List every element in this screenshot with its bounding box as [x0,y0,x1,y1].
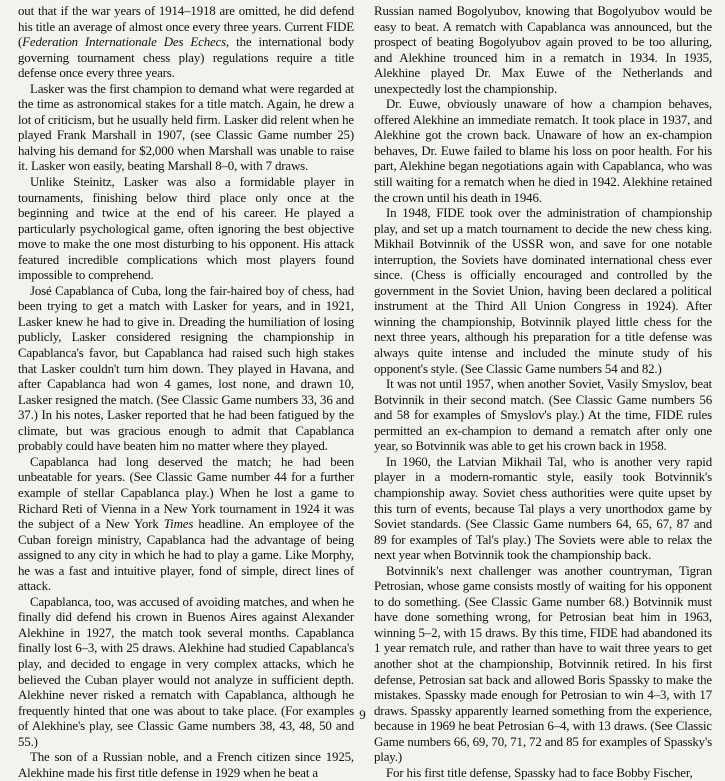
paragraph: In 1948, FIDE took over the administration of championship play, and set up a match tournament to decide the new chess king. Mikhail Botvinnik of the USSR won, and save for one notable interruption, the Soviets have dominated international chess ever since. (Chess is officially encouraged and controlled by the government in the Soviet Union, having been declared a political instrument at the Third All Union Congress in 1924). After winning the championship, Botvinnik played little chess for the next three years, although his preparation for a title defense was always quite intense and included the minute study of his opponent's style. (See Classic Game numbers 54 and 82.) [374,206,712,376]
paragraph: Dr. Euwe, obviously unaware of how a champion behaves, offered Alekhine an immediate rematch. It took place in 1937, and Alekhine got the crown back. Unaware of how an ex-champion behaves, Dr. Euwe failed to blame his loss on poor health. For his part, Alekhine began negotiations again with Capablanca, who was still waiting for a rematch when he died in 1942. Alekhine retained the crown until his death in 1946. [374,97,712,205]
paragraph: The son of a Russian noble, and a French citizen since 1925, Alekhine made his first title defense in 1929 when he beat a [18,750,354,780]
paragraph: Unlike Steinitz, Lasker was also a formidable player in tournaments, finishing below third place only once at the beginning and twice at the end of his career. He played a particularly psychological game, often ignoring the best objective move to make the one most disturbing to his opponent. His attack featured incredible complications which most players found impossible to comprehend. [18,175,354,283]
right-column [374,4,712,781]
paragraph: In 1960, the Latvian Mikhail Tal, who is another very rapid player in a modern-romantic style, easily took Botvinnik's championship away. Soviet chess authorities were quite upset by this turn of events, because Tal plays a very unorthodox game by Soviet standards. (See Classic Game numbers 64, 65, 67, 87 and 89 for examples of Tal's play.) The Soviets were able to relax the next year when Botvinnik took the championship back. [374,454,712,563]
italic-term: Times [163,517,194,532]
left-column [18,4,354,781]
paragraph: Botvinnik's next challenger was another countryman, Tigran Petrosian, whose game consists mostly of waiting for his opponent to do something. (See Classic Game number 68.) Botvinnik must have done something wrong, for Petrosian beat him in 1963, winning 5–2, with 15 draws. By this time, FIDE had abandoned its 1 year rematch rule, and rather than have to wait three years to get another shot at the championship, Botvinnik retired. In his first defense, Petrosian sat back and allowed Boris Spassky to make the mistakes. Spassky made enough for Petrosian to win 4–3, with 17 draws. Spassky apparently learned something from the experience, because in 1969 he beat Petrosian 6–4, with 13 draws. (See Classic Game numbers 66, 69, 70, 71, 72 and 85 for examples of Spassky's play.) [374,563,712,765]
paragraph: It was not until 1957, when another Soviet, Vasily Smyslov, beat Botvinnik in their second match. (See Classic Game numbers 56 and 58 for examples of Smyslov's play.) At the time, FIDE rules permitted an ex-champion to demand a rematch after only one year, so Botvinnik was able to get his crown back in 1958. [374,377,712,454]
paragraph: Capablanca had long deserved the match; he had been unbeatable for years. (See Classic Game number 44 for a further example of stellar Capablanca play.) When he lost a game to Richard Reti of Vienna in a New York tournament in 1924 it was the subject of a New York Times headline. An employee of the Cuban foreign ministry, Capablanca had the advantage of being assigned to any city in which he had to play a game. Like Morphy, he was a fast and intuitive player, fond of simple, direct lines of attack. [18,454,354,594]
paragraph: Capablanca, too, was accused of avoiding matches, and when he finally did defend his crown in Buenos Aires against Alexander Alekhine in 1927, the match took several months. Capablanca finally lost 6–3, with 25 draws. Alekhine had studied Capablanca's play, and decided to engage in very complex attacks, which he believed the Cuban player would not analyze in sufficient depth. Alekhine never risked a rematch with Capablanca, although he frequently hinted that one was about to take place. (For examples of Alekhine's play, see Classic Game numbers 38, 43, 48, 50 and 55.) [18,594,354,749]
paragraph: José Capablanca of Cuba, long the fair-haired boy of chess, had been trying to get a match with Lasker for years, and in 1921, Lasker knew he had to give in. Dreading the humiliation of losing publicly, Lasker considered resigning the championship in Capablanca's favor, but Capablanca had raised such high stakes that Lasker couldn't turn him down. They played in Havana, and after Capablanca had won 4 games, lost none, and drawn 10, Lasker resigned the match. (See Classic Game numbers 33, 36 and 37.) In his notes, Lasker reported that he had been fatigued by the climate, but was gracious enough to admit that Capablanca probably could have beaten him no matter where they played. [18,283,354,454]
page-number: 9 [359,707,366,722]
paragraph: Lasker was the first champion to demand what were regarded at the time as astronomical stakes for a title match. Again, he drew a lot of criticism, but he usually held firm. Lasker did relent when he played Frank Marshall in 1907, (see Classic Game number 25) halving his demand for $2,000 when Marshall was unable to raise it. Lasker won easily, beating Marshall 8–0, with 7 draws. [18,81,354,174]
paragraph: For his first title defense, Spassky had to face Bobby Fischer, [386,765,693,780]
paragraph: Russian named Bogolyubov, knowing that Bogolyubov would be easy to beat. A rematch with Capablanca was announced, but the prospect of beating Bogolyubov again proved to be too alluring, and Alekhine trounced him in a rematch in 1934. In 1935, Alekhine played Dr. Max Euwe of the Netherlands and unexpectedly lost the championship. [374,4,712,96]
italic-term: Federation Internationale Des Echecs [22,35,227,50]
paragraph: out that if the war years of 1914–1918 are omitted, he did defend his title an average of almost once every three years. Current FIDE (Federation Internationale Des Echecs, the international body governing tournament chess play) regulations require a title defense once every three years. [18,4,354,81]
